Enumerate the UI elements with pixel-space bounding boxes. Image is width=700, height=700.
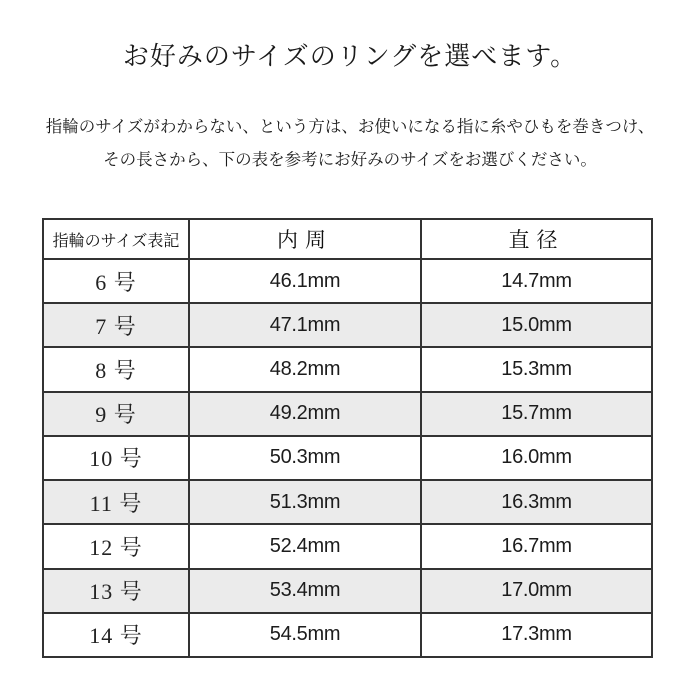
inner-cell: 46.1mm [189, 259, 421, 303]
diameter-cell: 17.0mm [421, 569, 652, 613]
instructions-line-2: その長さから、下の表を参考にお好みのサイズをお選びください。 [103, 151, 597, 169]
diameter-cell: 16.3mm [421, 480, 652, 524]
table-row [43, 436, 652, 480]
inner-cell: 47.1mm [189, 303, 421, 347]
instructions-line-1: 指輪のサイズがわからない、という方は、お使いになる指に糸やひもを巻きつけ、 [45, 118, 655, 136]
diameter-cell: 15.3mm [421, 347, 652, 391]
table-row [43, 480, 652, 524]
size-cell: 10 号 [43, 436, 189, 480]
table-row [43, 613, 652, 657]
diameter-cell: 16.7mm [421, 524, 652, 568]
inner-cell: 48.2mm [189, 347, 421, 391]
size-cell: 8 号 [43, 347, 189, 391]
table-row [43, 392, 652, 436]
table-row [43, 303, 652, 347]
col-header-diameter: 直径 [421, 219, 652, 259]
size-cell: 13 号 [43, 569, 189, 613]
diameter-cell: 14.7mm [421, 259, 652, 303]
table-row [43, 347, 652, 391]
inner-cell: 54.5mm [189, 613, 421, 657]
inner-cell: 50.3mm [189, 436, 421, 480]
size-cell: 12 号 [43, 524, 189, 568]
diameter-cell: 15.7mm [421, 392, 652, 436]
inner-cell: 51.3mm [189, 480, 421, 524]
diameter-cell: 16.0mm [421, 436, 652, 480]
col-header-inner-circumference: 内周 [189, 219, 421, 259]
table-row [43, 259, 652, 303]
col-header-size-notation: 指輪のサイズ表記 [43, 219, 189, 259]
inner-cell: 52.4mm [189, 524, 421, 568]
size-cell: 6 号 [43, 259, 189, 303]
table-header-row [43, 219, 652, 259]
size-cell: 14 号 [43, 613, 189, 657]
table-row [43, 524, 652, 568]
inner-cell: 49.2mm [189, 392, 421, 436]
ring-size-table [42, 218, 653, 658]
table-row [43, 569, 652, 613]
page-title: お好みのサイズのリングを選べます。 [122, 42, 578, 71]
size-cell: 9 号 [43, 392, 189, 436]
size-cell: 11 号 [43, 480, 189, 524]
diameter-cell: 15.0mm [421, 303, 652, 347]
inner-cell: 53.4mm [189, 569, 421, 613]
size-cell: 7 号 [43, 303, 189, 347]
diameter-cell: 17.3mm [421, 613, 652, 657]
